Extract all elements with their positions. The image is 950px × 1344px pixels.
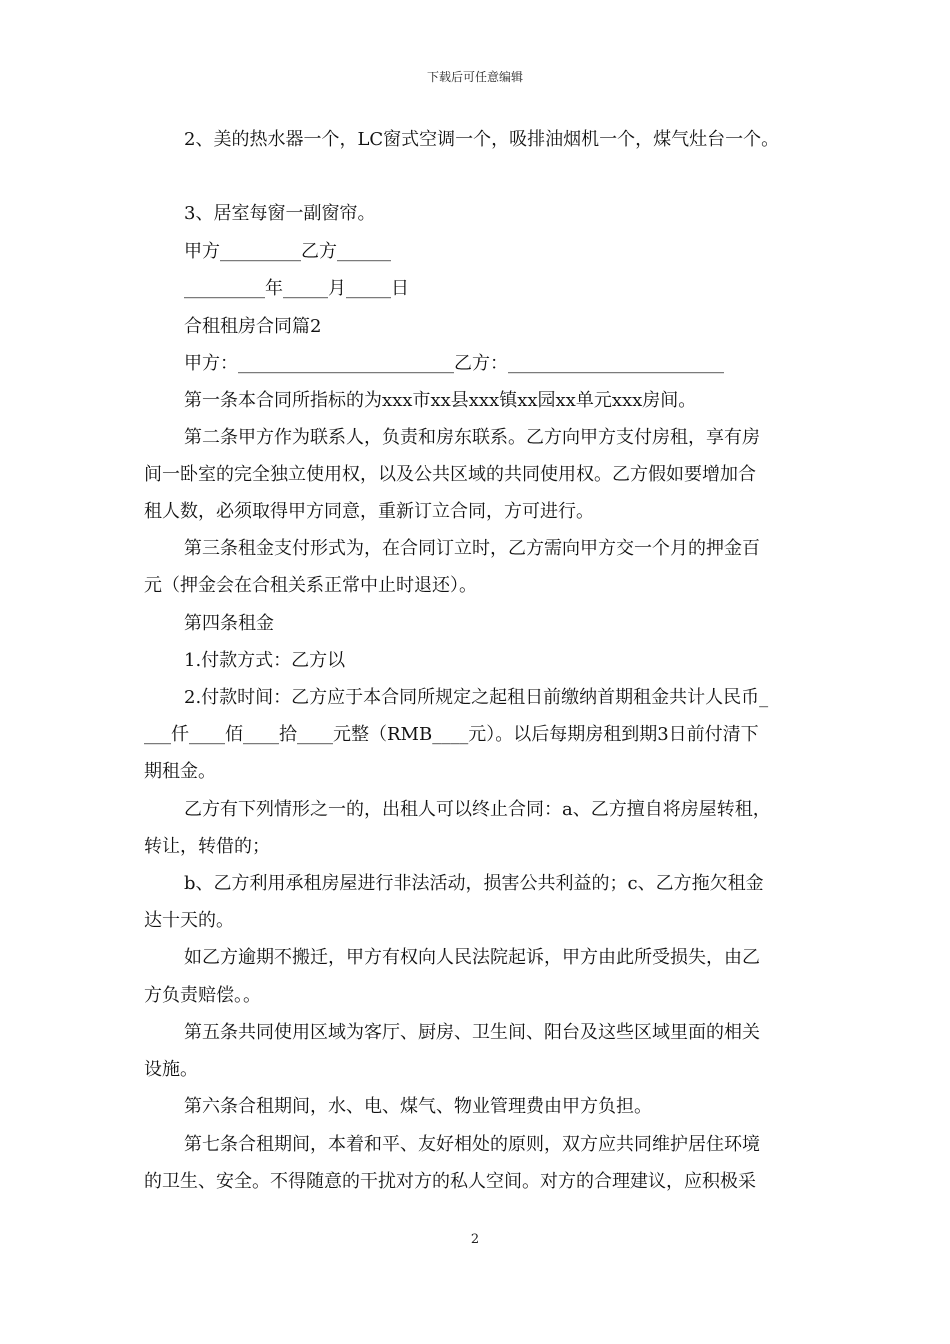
clause-2-line-1: 第二条甲方作为联系人，负责和房东联系。乙方向甲方支付房租，享有房 xyxy=(184,427,760,448)
section-title: 合租租房合同篇2 xyxy=(184,316,322,337)
parties-line: 甲方：________________________乙方：________________________ xyxy=(184,353,724,374)
payment-method: 1.付款方式：乙方以 xyxy=(184,650,346,671)
clause-2-line-3: 租人数，必须取得甲方同意，重新订立合同，方可进行。 xyxy=(144,501,594,522)
termination-line-4: 达十天的。 xyxy=(144,910,234,931)
text-line-2: 3、居室每窗一副窗帘。 xyxy=(184,203,376,224)
termination-line-1: 乙方有下列情形之一的，出租人可以终止合同：a、乙方擅自将房屋转租， xyxy=(184,799,771,820)
termination-line-2: 转让，转借的； xyxy=(144,836,270,857)
payment-time-line-1: 2.付款时间：乙方应于本合同所规定之起租日前缴纳首期租金共计人民币_ xyxy=(184,687,769,708)
clause-6: 第六条合租期间，水、电、煤气、物业管理费由甲方负担。 xyxy=(184,1096,652,1117)
page-number: 2 xyxy=(470,1232,480,1247)
clause-2-line-2: 间一卧室的完全独立使用权，以及公共区域的共同使用权。乙方假如要增加合 xyxy=(144,464,756,485)
clause-3-line-1: 第三条租金支付形式为，在合同订立时，乙方需向甲方交一个月的押金百 xyxy=(184,538,760,559)
clause-4-title: 第四条租金 xyxy=(184,613,274,634)
text-line-1: 2、美的热水器一个，LC窗式空调一个，吸排油烟机一个，煤气灶台一个。 xyxy=(184,129,780,150)
overdue-line-1: 如乙方逾期不搬迁，甲方有权向人民法院起诉，甲方由此所受损失，由乙 xyxy=(184,947,760,968)
page-header: 下载后可任意编辑 xyxy=(426,70,523,84)
clause-7-line-1: 第七条合租期间，本着和平、友好相处的原则，双方应共同维护居住环境 xyxy=(184,1134,760,1155)
termination-line-3: b、乙方利用承租房屋进行非法活动，损害公共利益的；c、乙方拖欠租金 xyxy=(184,873,764,894)
clause-5-line-1: 第五条共同使用区域为客厅、厨房、卫生间、阳台及这些区域里面的相关 xyxy=(184,1022,760,1043)
signature-date-line: _________年_____月_____日 xyxy=(184,278,409,299)
clause-7-line-2: 的卫生、安全。不得随意的干扰对方的私人空间。对方的合理建议，应积极采 xyxy=(144,1171,756,1192)
signature-parties-line: 甲方_________乙方______ xyxy=(184,241,391,262)
payment-time-line-3: 期租金。 xyxy=(144,761,216,782)
clause-5-line-2: 设施。 xyxy=(144,1059,198,1080)
payment-time-line-2: ___仟____佰____拾____元整（RMB____元）。以后每期房租到期3日前付清下 xyxy=(144,724,759,745)
overdue-line-2: 方负责赔偿。。 xyxy=(144,985,261,1006)
clause-3-line-2: 元（押金会在合租关系正常中止时退还）。 xyxy=(144,575,477,596)
clause-1: 第一条本合同所指标的为xxx市xx县xxx镇xx园xx单元xxx房间。 xyxy=(184,390,697,411)
